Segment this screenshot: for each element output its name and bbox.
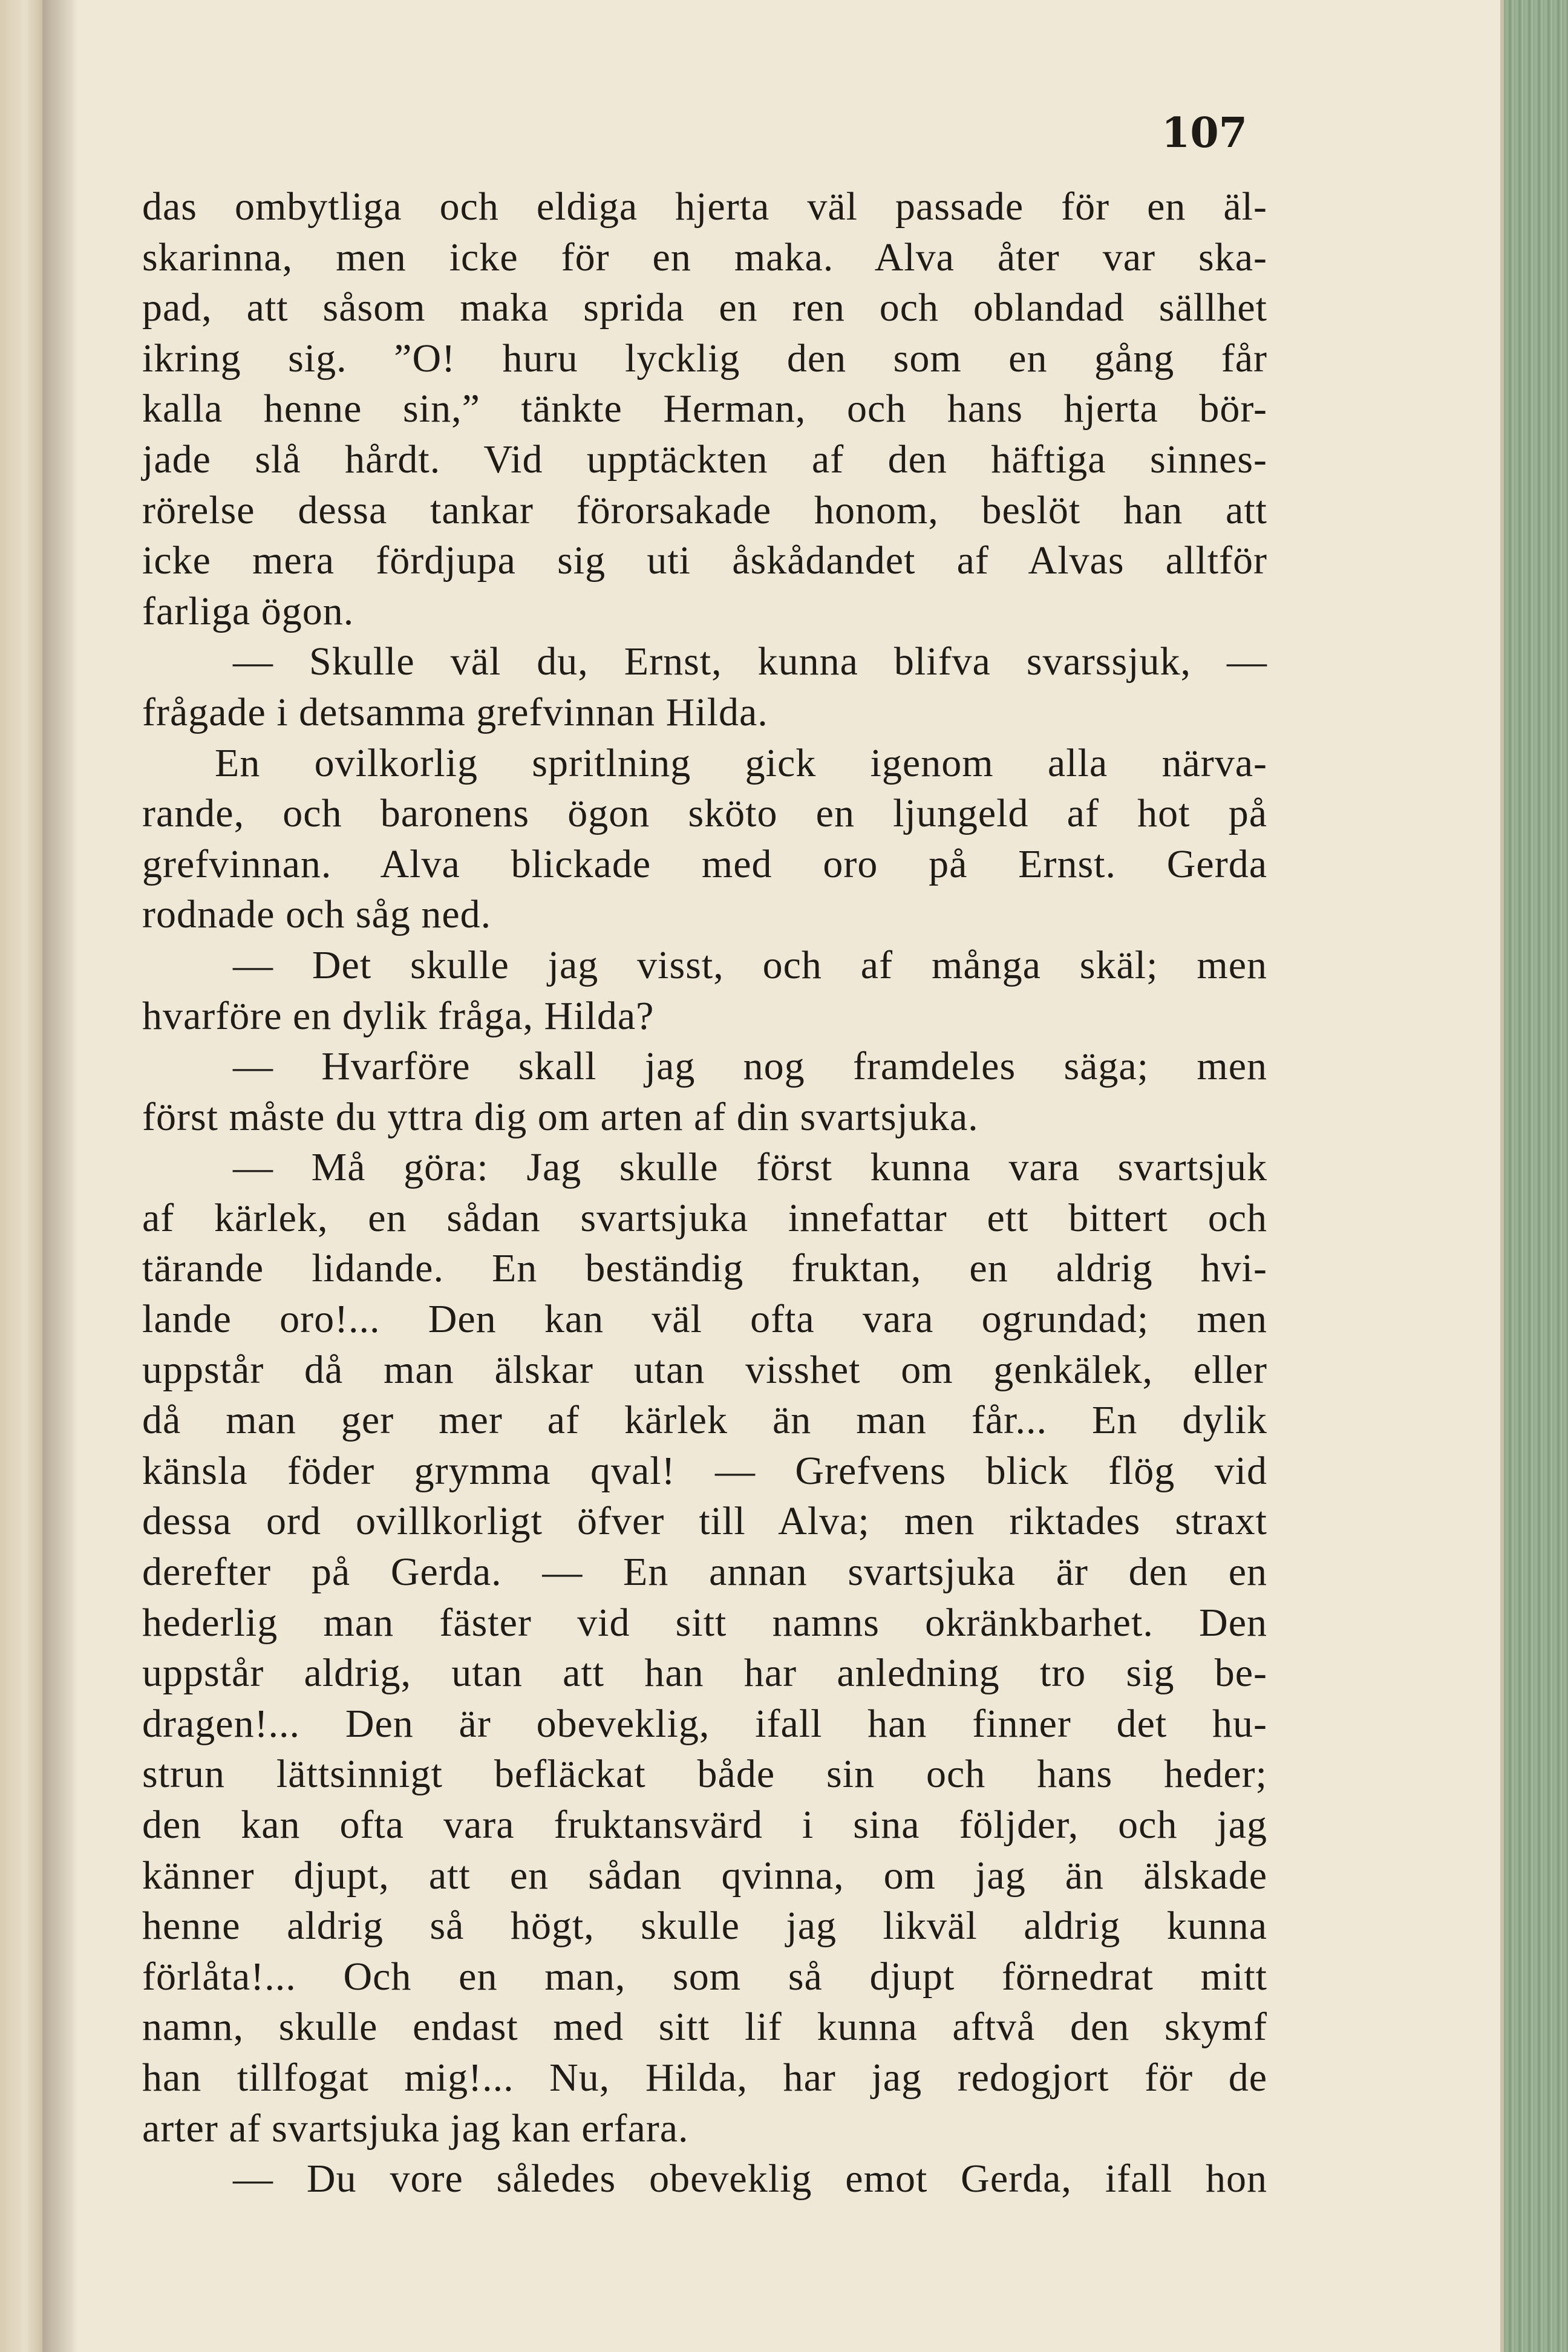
- text-line: den kan ofta vara fruktansvärd i sina följder, och jag: [142, 1803, 1267, 1847]
- text-line: kalla henne sin,” tänkte Herman, och hans hjerta bör-: [142, 387, 1267, 431]
- text-line: rodnade och såg ned.: [142, 892, 492, 937]
- text-line: frågade i detsamma grefvinnan Hilda.: [142, 690, 768, 734]
- text-line: hederlig man fäster vid sitt namns okränkbarhet. Den: [142, 1600, 1267, 1645]
- text-line: — Du vore således obeveklig emot Gerda, ifall hon: [233, 2157, 1267, 2201]
- text-line: farliga ögon.: [142, 589, 354, 633]
- text-line: han tillfogat mig!... Nu, Hilda, har jag redogjort för de: [142, 2055, 1267, 2100]
- text-line: icke mera fördjupa sig uti åskådandet af Alvas alltför: [142, 538, 1267, 583]
- text-line: derefter på Gerda. — En annan svartsjuka är den en: [142, 1550, 1267, 1595]
- page-number: 107: [1161, 109, 1247, 157]
- text-line: henne aldrig så högt, skulle jag likväl aldrig kunna: [142, 1904, 1267, 1949]
- text-line: ikring sig. ”O! huru lycklig den som en gång får: [142, 336, 1267, 381]
- text-line: pad, att såsom maka sprida en ren och oblandad sällhet: [142, 286, 1267, 330]
- text-line: dragen!... Den är obeveklig, ifall han finner det hu-: [142, 1701, 1267, 1746]
- text-line: känsla föder grymma qval! — Grefvens blick flög vid: [142, 1448, 1267, 1493]
- text-line: uppstår aldrig, utan att han har anledning tro sig be-: [142, 1651, 1267, 1696]
- text-line: — Må göra: Jag skulle först kunna vara svartsjuk: [233, 1145, 1267, 1190]
- text-line: skarinna, men icke för en maka. Alva åter var ska-: [142, 235, 1267, 279]
- book-fore-edge: [1500, 0, 1568, 2352]
- book-page: [73, 0, 1500, 2352]
- text-line: först måste du yttra dig om arten af din svartsjuka.: [142, 1094, 979, 1139]
- text-line: då man ger mer af kärlek än man får... En dylik: [142, 1398, 1267, 1443]
- text-line: — Hvarföre skall jag nog framdeles säga; men: [233, 1044, 1267, 1089]
- text-line: — Skulle väl du, Ernst, kunna blifva svarssjuk, —: [233, 639, 1267, 684]
- text-line: arter af svartsjuka jag kan erfara.: [142, 2106, 689, 2151]
- text-line: namn, skulle endast med sitt lif kunna aftvå den skymf: [142, 2005, 1267, 2050]
- text-line: — Det skulle jag visst, och af många skäl; men: [233, 942, 1267, 987]
- text-line: förlåta!... Och en man, som så djupt förnedrat mitt: [142, 1954, 1267, 1999]
- text-line: lande oro!... Den kan väl ofta vara ogrundad; men: [142, 1297, 1267, 1342]
- text-line: hvarföre en dylik fråga, Hilda?: [142, 993, 655, 1038]
- text-line: strun lättsinnigt befläckat både sin och hans heder;: [142, 1752, 1267, 1797]
- text-line: uppstår då man älskar utan visshet om genkälek, eller: [142, 1347, 1267, 1392]
- text-line: jade slå hårdt. Vid upptäckten af den häftiga sinnes-: [142, 437, 1267, 482]
- text-line: das ombytliga och eldiga hjerta väl passade för en äl-: [142, 185, 1267, 229]
- text-line: rande, och baronens ögon sköto en ljungeld af hot på: [142, 791, 1267, 836]
- text-line: rörelse dessa tankar förorsakade honom, beslöt han att: [142, 488, 1267, 532]
- text-line: tärande lidande. En beständig fruktan, en aldrig hvi-: [142, 1246, 1267, 1291]
- gutter-shadow: [42, 0, 79, 2352]
- text-line: En ovilkorlig spritlning gick igenom alla närva-: [215, 740, 1267, 785]
- previous-page-edge: [0, 0, 42, 2352]
- text-line: grefvinnan. Alva blickade med oro på Ernst. Gerda: [142, 841, 1267, 886]
- text-line: känner djupt, att en sådan qvinna, om jag än älskade: [142, 1853, 1267, 1898]
- text-line: dessa ord ovillkorligt öfver till Alva; men riktades straxt: [142, 1499, 1267, 1544]
- text-line: af kärlek, en sådan svartsjuka innefattar ett bittert och: [142, 1195, 1267, 1240]
- body-text: [142, 181, 1267, 2204]
